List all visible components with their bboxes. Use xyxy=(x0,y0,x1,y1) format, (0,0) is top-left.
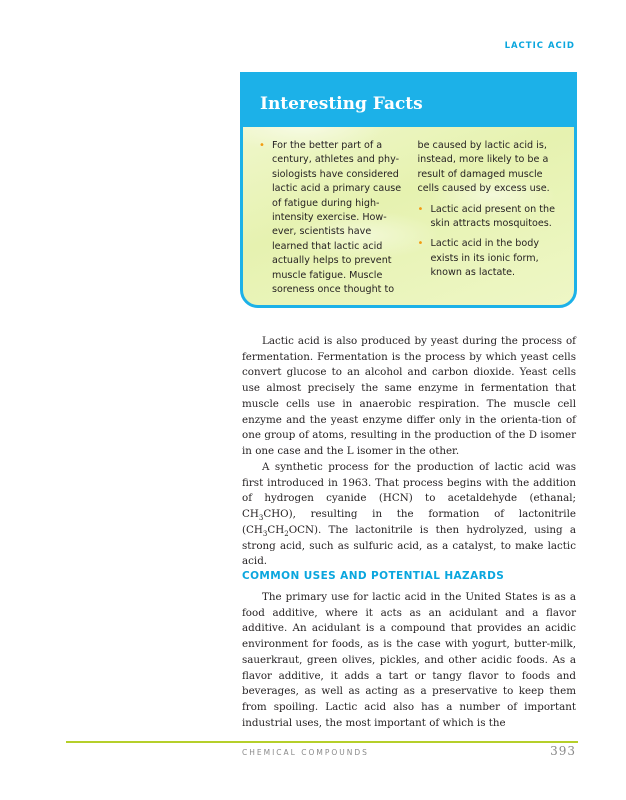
page-number: 393 xyxy=(550,744,576,758)
footer-rule xyxy=(66,741,578,743)
interesting-facts-box xyxy=(240,72,577,308)
bullet-icon: • xyxy=(417,238,424,250)
fact-continued-text: be caused by lactic acid is, instead, more likely to be a result of damaged muscle cells caused by excess use. xyxy=(417,140,550,195)
facts-column-left xyxy=(259,139,404,303)
body-paragraph-3: The primary use for lactic acid in the United States is as a food additive, where it acts as an acidulant and a flavor additive. An acidulant is a compound that provides an acidic environment for foods, as is the case with yogurt, butter-milk, sauerkraut, green olives, pickles, and other acidic foods. As a flavor additive, it adds a tart or tangy flavor to foods and beverages, as well as acting as a preservative to keep them from spoiling. Lactic acid also has a number of important industrial uses, the most important of which is the xyxy=(242,591,576,729)
bullet-icon: • xyxy=(259,140,265,151)
facts-column-right xyxy=(418,139,563,303)
facts-columns xyxy=(259,139,562,303)
body-paragraph-1: Lactic acid is also produced by yeast during the process of fermentation. Fermentation is the process by which yeast cells convert glucose to an alcohol and carbon dioxide. Yeast cells use almost precisely the same enzyme in fermentation that muscle cells use in anaerobic respiration. The muscle cell enzyme and the yeast enzyme differ only in the orienta-tion of one group of atoms, resulting in the production of the D isomer in one case and the L isomer in the other. xyxy=(242,335,576,457)
facts-header xyxy=(243,75,574,127)
footer-book-title: CHEMICAL COMPOUNDS xyxy=(242,748,369,757)
running-head: LACTIC ACID xyxy=(504,41,575,51)
fact-item: • Lactic acid present on the skin attracts mosquitoes. xyxy=(417,203,555,230)
bullet-icon: • xyxy=(417,203,424,215)
body-paragraph-2: A synthetic process for the production of lactic acid was first introduced in 1963. That process begins with the addition of hydrogen cyanide (HCN) to acetaldehyde (ethanal; $CH_3CHO$), resulting in the formation of lactonitrile $(CH_3CH_2OCN)$. The lactonitrile is then hydrolyzed, using a strong acid, such as sulfuric acid, as a catalyst, to make lactic acid. xyxy=(242,461,576,568)
section-heading: COMMON USES AND POTENTIAL HAZARDS xyxy=(242,570,505,582)
fact-item: • Lactic acid in the body exists in its ionic form, known as lactate. xyxy=(417,238,540,279)
fact-item: • For the better part of a century, athletes and phy-siologists have considered lactic acid a primary cause of fatigue during high-intensity exercise. How-ever, scientists have learned that lactic acid actually helps to prevent muscle fatigue. Muscle soreness once thought to xyxy=(259,140,402,296)
facts-title: Interesting Facts xyxy=(260,94,423,114)
